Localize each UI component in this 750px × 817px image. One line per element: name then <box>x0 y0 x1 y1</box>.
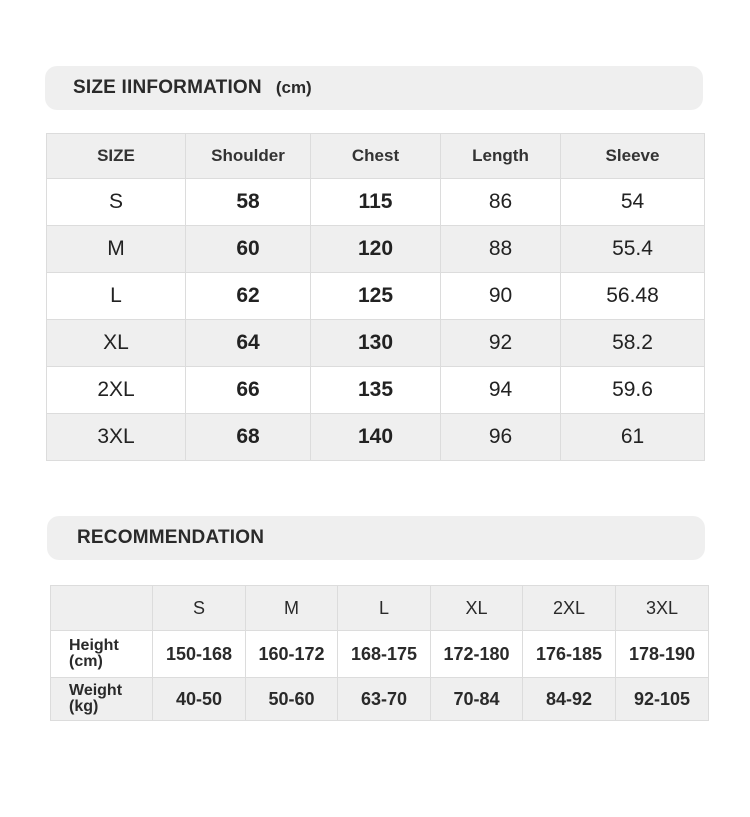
shoulder-cell: 68 <box>186 414 311 461</box>
sleeve-cell: 54 <box>561 179 705 226</box>
weight-unit: (kg) <box>69 698 99 715</box>
recommendation-table <box>50 585 709 721</box>
height-cell: 176-185 <box>523 631 616 678</box>
shoulder-cell: 58 <box>186 179 311 226</box>
chest-cell: 125 <box>311 273 441 320</box>
shoulder-cell: 66 <box>186 367 311 414</box>
weight-cell: 70-84 <box>431 678 523 721</box>
table-row <box>47 226 705 273</box>
height-label-cell <box>51 631 153 678</box>
sleeve-cell: 61 <box>561 414 705 461</box>
recommendation-title: RECOMMENDATION <box>77 527 265 548</box>
recommendation-banner <box>47 516 705 560</box>
table-row <box>47 414 705 461</box>
header-cell: Sleeve <box>561 134 705 179</box>
chest-cell: 140 <box>311 414 441 461</box>
height-cell: 172-180 <box>431 631 523 678</box>
header-cell: SIZE <box>47 134 186 179</box>
weight-label-cell <box>51 678 153 721</box>
sleeve-cell: 56.48 <box>561 273 705 320</box>
weight-cell: 92-105 <box>616 678 709 721</box>
size-information-banner <box>45 66 703 110</box>
weight-cell: 63-70 <box>338 678 431 721</box>
header-cell: 2XL <box>523 586 616 631</box>
height-unit: (cm) <box>69 653 103 670</box>
header-cell: Length <box>441 134 561 179</box>
size-cell: L <box>47 273 186 320</box>
weight-cell: 40-50 <box>153 678 246 721</box>
weight-label: Weight <box>69 682 123 699</box>
height-cell: 178-190 <box>616 631 709 678</box>
chest-cell: 130 <box>311 320 441 367</box>
table-row <box>47 320 705 367</box>
table-row <box>47 179 705 226</box>
header-cell: XL <box>431 586 523 631</box>
size-table <box>46 133 705 461</box>
length-cell: 86 <box>441 179 561 226</box>
sleeve-cell: 59.6 <box>561 367 705 414</box>
length-cell: 94 <box>441 367 561 414</box>
size-information-title: SIZE IINFORMATION <box>73 77 262 98</box>
size-cell: XL <box>47 320 186 367</box>
size-information-unit: (cm) <box>275 78 312 97</box>
header-cell: 3XL <box>616 586 709 631</box>
header-cell <box>51 586 153 631</box>
shoulder-cell: 60 <box>186 226 311 273</box>
weight-cell: 84-92 <box>523 678 616 721</box>
shoulder-cell: 64 <box>186 320 311 367</box>
recommendation-header <box>51 586 709 631</box>
height-label: Height <box>69 637 119 654</box>
sleeve-cell: 55.4 <box>561 226 705 273</box>
size-table-header <box>47 134 705 179</box>
length-cell: 92 <box>441 320 561 367</box>
height-cell: 150-168 <box>153 631 246 678</box>
size-cell: M <box>47 226 186 273</box>
header-cell: Shoulder <box>186 134 311 179</box>
size-cell: S <box>47 179 186 226</box>
header-cell: L <box>338 586 431 631</box>
header-cell: S <box>153 586 246 631</box>
chest-cell: 120 <box>311 226 441 273</box>
chest-cell: 135 <box>311 367 441 414</box>
size-cell: 3XL <box>47 414 186 461</box>
height-row <box>51 631 709 678</box>
header-cell: Chest <box>311 134 441 179</box>
table-row <box>47 367 705 414</box>
sleeve-cell: 58.2 <box>561 320 705 367</box>
weight-cell: 50-60 <box>246 678 338 721</box>
height-cell: 168-175 <box>338 631 431 678</box>
chest-cell: 115 <box>311 179 441 226</box>
length-cell: 90 <box>441 273 561 320</box>
table-row <box>47 273 705 320</box>
length-cell: 88 <box>441 226 561 273</box>
weight-row <box>51 678 709 721</box>
length-cell: 96 <box>441 414 561 461</box>
shoulder-cell: 62 <box>186 273 311 320</box>
size-cell: 2XL <box>47 367 186 414</box>
height-cell: 160-172 <box>246 631 338 678</box>
header-cell: M <box>246 586 338 631</box>
